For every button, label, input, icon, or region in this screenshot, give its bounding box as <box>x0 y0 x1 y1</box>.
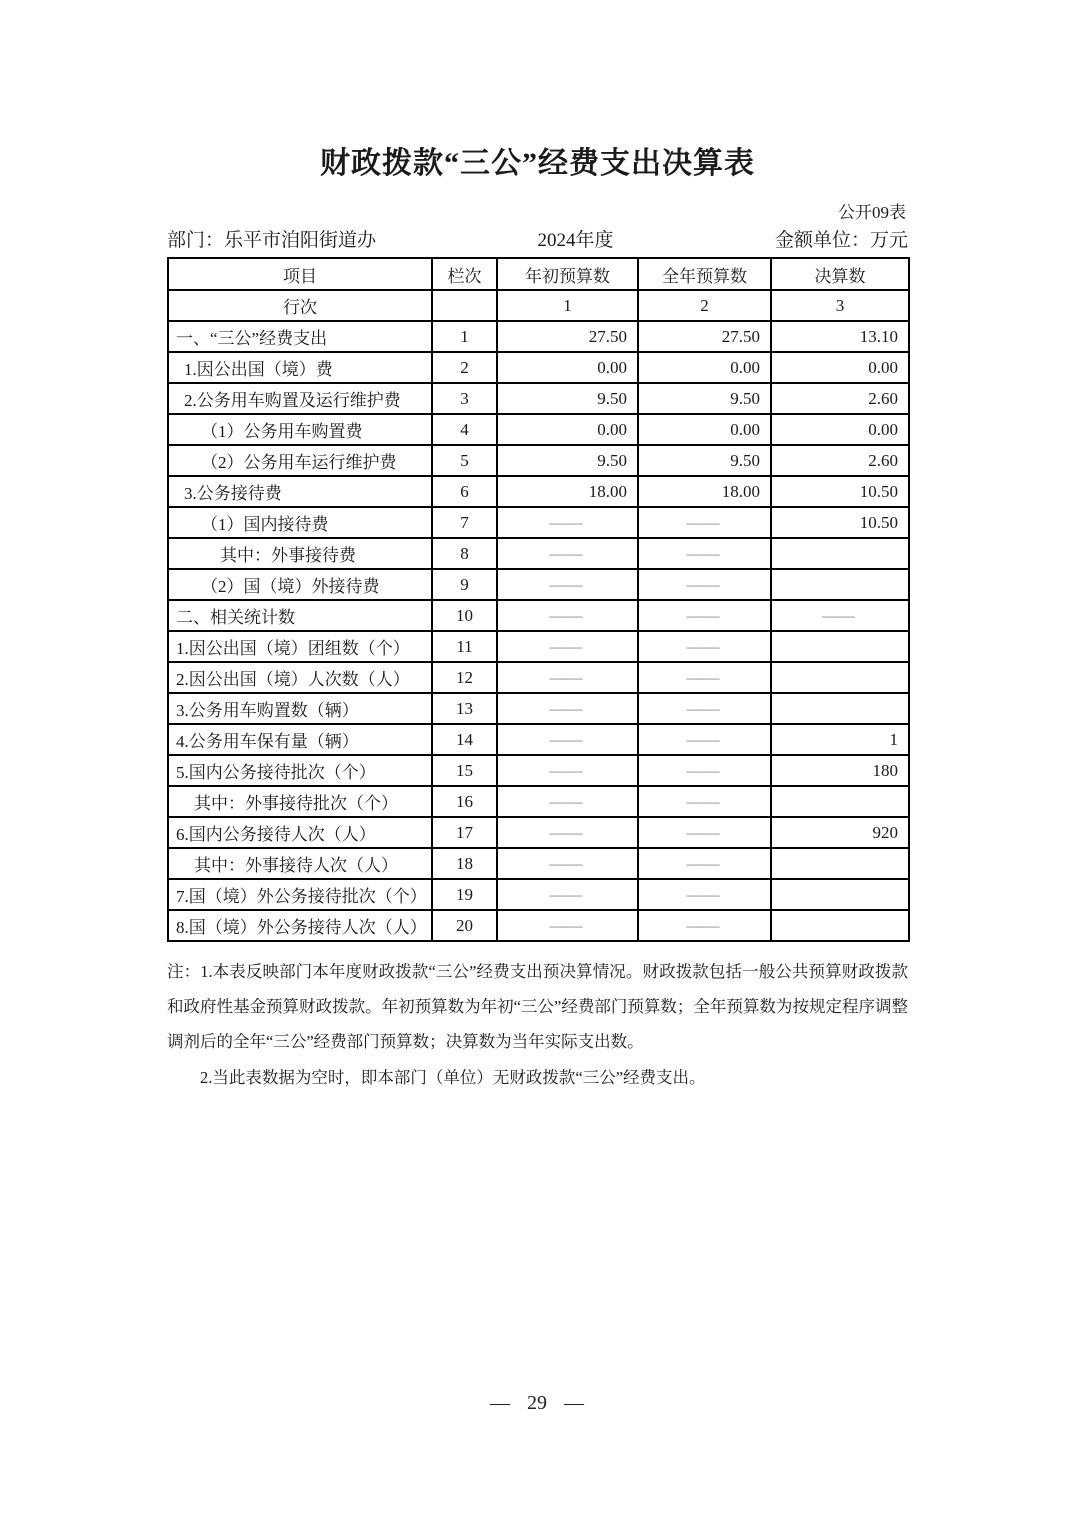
line-number-cell: 3 <box>432 383 497 414</box>
line-number-cell: 4 <box>432 414 497 445</box>
initial-budget-cell: —— <box>497 848 638 879</box>
final-account-cell <box>771 910 909 941</box>
final-account-cell: 0.00 <box>771 414 909 445</box>
page-number: — 29 — <box>490 1392 584 1414</box>
annual-budget-cell: —— <box>638 507 771 538</box>
line-number-cell: 16 <box>432 786 497 817</box>
item-cell: 其中：外事接待费 <box>168 538 432 569</box>
note-1: 注：1.本表反映部门本年度财政拨款“三公”经费支出预决算情况。财政拨款包括一般公共预算财政拨款和政府性基金预算财政拨款。年初预算数为年初“三公”经费部门预算数；全年预算数为按规定程序调整调剂后的全年“三公”经费部门预算数；决算数为当年实际支出数。 <box>167 962 908 1051</box>
col-header-annual-budget: 全年预算数 <box>638 258 771 290</box>
final-account-cell <box>771 569 909 600</box>
item-cell: （1）国内接待费 <box>168 507 432 538</box>
initial-budget-cell: —— <box>497 724 638 755</box>
initial-budget-cell: —— <box>497 755 638 786</box>
form-code-label: 公开09表 <box>838 203 906 222</box>
item-cell: 二、相关统计数 <box>168 600 432 631</box>
table-row <box>168 879 909 910</box>
final-account-cell: 13.10 <box>771 321 909 352</box>
line-number-cell: 8 <box>432 538 497 569</box>
line-number-cell: 11 <box>432 631 497 662</box>
item-cell: 8.国（境）外公务接待人次（人） <box>168 910 432 941</box>
three-public-expense-table <box>167 257 910 942</box>
table-row <box>168 631 909 662</box>
initial-budget-cell: —— <box>497 507 638 538</box>
col-header-final-account: 决算数 <box>771 258 909 290</box>
amount-unit-label: 金额单位：万元 <box>774 230 908 251</box>
table-row <box>168 755 909 786</box>
line-number-cell: 10 <box>432 600 497 631</box>
table-row <box>168 693 909 724</box>
department-label: 部门：乐平市洎阳街道办 <box>167 230 377 251</box>
table-row <box>168 352 909 383</box>
fiscal-year-label: 2024年度 <box>537 230 614 251</box>
item-cell: 其中：外事接待人次（人） <box>168 848 432 879</box>
item-cell: 1.因公出国（境）团组数（个） <box>168 631 432 662</box>
final-account-cell <box>771 786 909 817</box>
table-row <box>168 507 909 538</box>
initial-budget-cell: —— <box>497 879 638 910</box>
col-header-column-no: 栏次 <box>432 258 497 290</box>
item-cell: 7.国（境）外公务接待批次（个） <box>168 879 432 910</box>
table-row <box>168 383 909 414</box>
notes-section <box>167 954 908 1095</box>
line-number-cell: 7 <box>432 507 497 538</box>
line-number-cell: 13 <box>432 693 497 724</box>
annual-budget-cell: —— <box>638 848 771 879</box>
table-row <box>168 476 909 507</box>
line-number-cell: 17 <box>432 817 497 848</box>
annual-budget-cell: 9.50 <box>638 445 771 476</box>
item-cell: 3.公务接待费 <box>168 476 432 507</box>
annual-budget-cell: —— <box>638 724 771 755</box>
col-header-item: 项目 <box>168 258 432 290</box>
initial-budget-cell: —— <box>497 662 638 693</box>
final-account-cell <box>771 662 909 693</box>
initial-budget-cell: 9.50 <box>497 383 638 414</box>
final-account-cell <box>771 538 909 569</box>
item-cell: 2.公务用车购置及运行维护费 <box>168 383 432 414</box>
table-row <box>168 321 909 352</box>
line-number-cell: 1 <box>432 321 497 352</box>
table-row <box>168 538 909 569</box>
table-row <box>168 662 909 693</box>
table-header-row <box>168 258 909 290</box>
page-title: 财政拨款“三公”经费支出决算表 <box>320 147 755 180</box>
subheader-col-3: 3 <box>771 290 909 321</box>
annual-budget-cell: —— <box>638 879 771 910</box>
annual-budget-cell: —— <box>638 538 771 569</box>
table-row <box>168 817 909 848</box>
line-number-cell: 9 <box>432 569 497 600</box>
table-row <box>168 569 909 600</box>
final-account-cell <box>771 848 909 879</box>
final-account-cell <box>771 631 909 662</box>
annual-budget-cell: 18.00 <box>638 476 771 507</box>
annual-budget-cell: 0.00 <box>638 414 771 445</box>
annual-budget-cell: —— <box>638 693 771 724</box>
final-account-cell <box>771 693 909 724</box>
annual-budget-cell: 9.50 <box>638 383 771 414</box>
line-number-cell: 20 <box>432 910 497 941</box>
item-cell: （1）公务用车购置费 <box>168 414 432 445</box>
annual-budget-cell: —— <box>638 600 771 631</box>
line-number-cell: 19 <box>432 879 497 910</box>
annual-budget-cell: —— <box>638 817 771 848</box>
initial-budget-cell: 18.00 <box>497 476 638 507</box>
subheader-empty-cell <box>432 290 497 321</box>
annual-budget-cell: —— <box>638 786 771 817</box>
subheader-line-label: 行次 <box>168 290 432 321</box>
initial-budget-cell: —— <box>497 786 638 817</box>
initial-budget-cell: 9.50 <box>497 445 638 476</box>
initial-budget-cell: —— <box>497 569 638 600</box>
table-row <box>168 848 909 879</box>
line-number-cell: 6 <box>432 476 497 507</box>
annual-budget-cell: 0.00 <box>638 352 771 383</box>
subheader-col-2: 2 <box>638 290 771 321</box>
initial-budget-cell: —— <box>497 910 638 941</box>
annual-budget-cell: —— <box>638 910 771 941</box>
subheader-col-1: 1 <box>497 290 638 321</box>
col-header-initial-budget: 年初预算数 <box>497 258 638 290</box>
initial-budget-cell: —— <box>497 631 638 662</box>
initial-budget-cell: 0.00 <box>497 414 638 445</box>
annual-budget-cell: —— <box>638 631 771 662</box>
item-cell: 3.公务用车购置数（辆） <box>168 693 432 724</box>
initial-budget-cell: —— <box>497 538 638 569</box>
line-number-cell: 12 <box>432 662 497 693</box>
final-account-cell: 180 <box>771 755 909 786</box>
annual-budget-cell: —— <box>638 662 771 693</box>
table-row <box>168 600 909 631</box>
table-subheader-row <box>168 290 909 321</box>
initial-budget-cell: —— <box>497 817 638 848</box>
item-cell: （2）公务用车运行维护费 <box>168 445 432 476</box>
item-cell: 4.公务用车保有量（辆） <box>168 724 432 755</box>
meta-row <box>167 229 908 253</box>
final-account-cell: 2.60 <box>771 445 909 476</box>
line-number-cell: 18 <box>432 848 497 879</box>
table-row <box>168 724 909 755</box>
table-row <box>168 786 909 817</box>
initial-budget-cell: —— <box>497 600 638 631</box>
content-area <box>167 0 908 1095</box>
item-cell: 6.国内公务接待人次（人） <box>168 817 432 848</box>
item-cell: 其中：外事接待批次（个） <box>168 786 432 817</box>
initial-budget-cell: —— <box>497 693 638 724</box>
final-account-cell: 10.50 <box>771 507 909 538</box>
initial-budget-cell: 27.50 <box>497 321 638 352</box>
line-number-cell: 14 <box>432 724 497 755</box>
final-account-cell: 920 <box>771 817 909 848</box>
annual-budget-cell: —— <box>638 569 771 600</box>
item-cell: 1.因公出国（境）费 <box>168 352 432 383</box>
final-account-cell <box>771 879 909 910</box>
final-account-cell: 10.50 <box>771 476 909 507</box>
final-account-cell: 2.60 <box>771 383 909 414</box>
table-row <box>168 445 909 476</box>
item-cell: 5.国内公务接待批次（个） <box>168 755 432 786</box>
item-cell: 一、“三公”经费支出 <box>168 321 432 352</box>
final-account-cell: —— <box>771 600 909 631</box>
line-number-cell: 15 <box>432 755 497 786</box>
item-cell: （2）国（境）外接待费 <box>168 569 432 600</box>
item-cell: 2.因公出国（境）人次数（人） <box>168 662 432 693</box>
line-number-cell: 2 <box>432 352 497 383</box>
initial-budget-cell: 0.00 <box>497 352 638 383</box>
line-number-cell: 5 <box>432 445 497 476</box>
note-2: 2.当此表数据为空时，即本部门（单位）无财政拨款“三公”经费支出。 <box>200 1068 706 1087</box>
annual-budget-cell: 27.50 <box>638 321 771 352</box>
final-account-cell: 1 <box>771 724 909 755</box>
annual-budget-cell: —— <box>638 755 771 786</box>
final-account-cell: 0.00 <box>771 352 909 383</box>
table-row <box>168 414 909 445</box>
table-row <box>168 910 909 941</box>
